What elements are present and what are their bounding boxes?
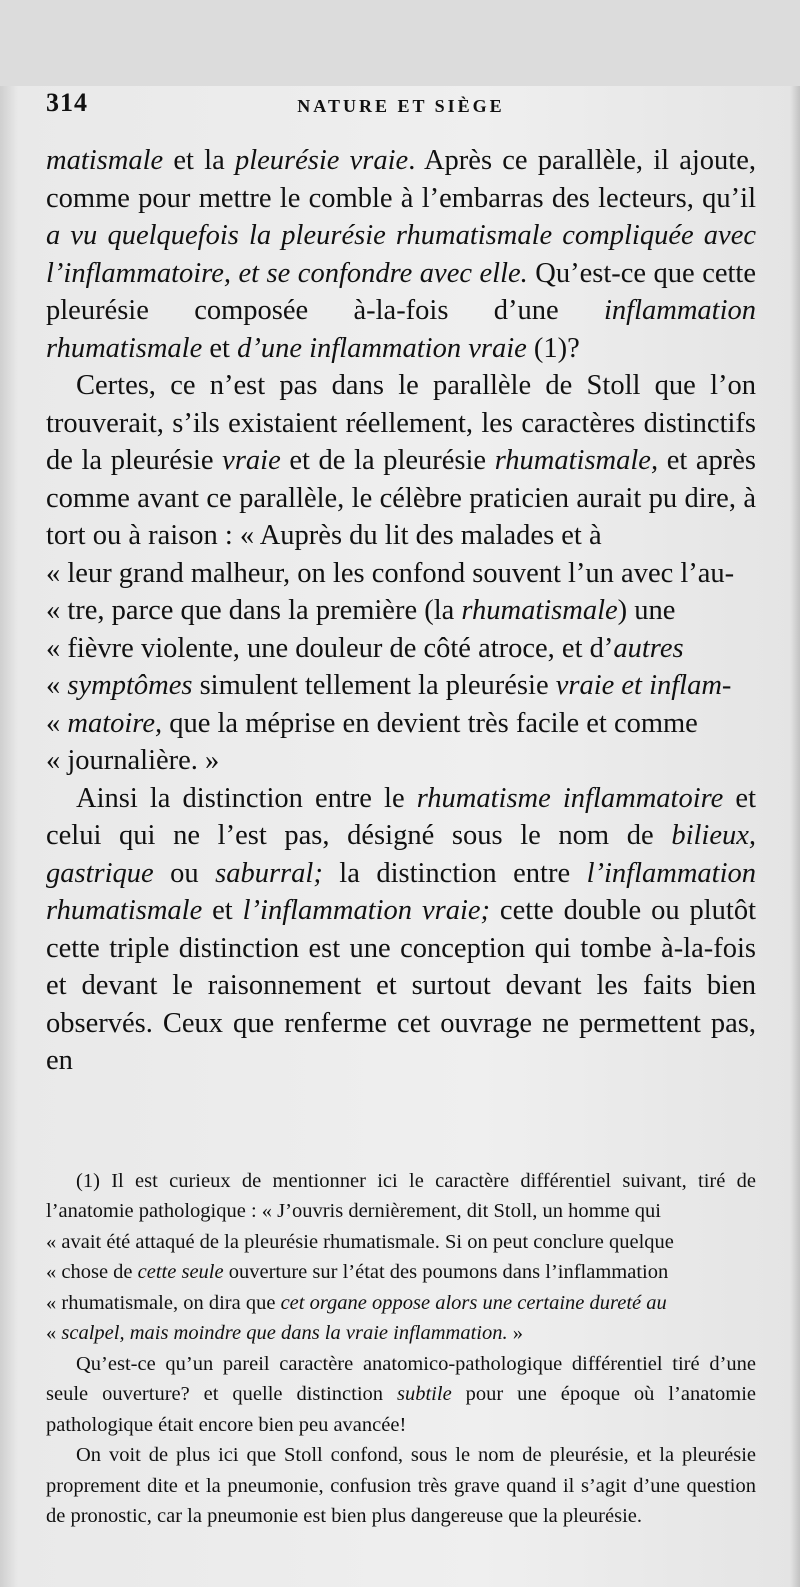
italic-text: rhumatisme inflammatoire	[416, 782, 724, 814]
text-run: Ainsi la distinction entre le	[76, 782, 417, 814]
quote-mark: «	[46, 670, 68, 701]
quote-line: « leur grand malheur, on les confond souvent l’un avec l’au-	[46, 557, 735, 589]
text-run: et de la pleurésie	[280, 445, 495, 476]
italic-text: cet organe oppose alors une certaine dureté au	[280, 1291, 667, 1314]
text-run: et	[202, 895, 243, 926]
text-run: . Après ce parallèle, il ajoute, comme pour mettre le comble à l’embarras des lecteurs, qu’il	[46, 145, 757, 214]
italic-text: cette seule	[137, 1261, 224, 1283]
italic-text: autres	[613, 632, 684, 664]
italic-text: scalpel, mais moindre que dans la vraie inflammation.	[61, 1322, 508, 1344]
text-run: On voit de plus ici que Stoll confond, sous le nom de pleurésie, et la pleurésie proprement dite et la pneumonie, confusion très grave quand il s’agit d’une question de pronostic, car la pneumonie est bien plus dangereuse que la pleurésie.	[46, 1444, 756, 1527]
quote-line: « rhumatismale, on dira que	[46, 1291, 281, 1314]
quote-line: « fièvre violente, une douleur de côté atroce, et d’	[46, 632, 614, 664]
footnote-3	[46, 1440, 756, 1532]
text-run: et celui qui ne l’est pas, désigné sous le nom de	[46, 782, 756, 851]
paragraph-2	[46, 367, 756, 780]
italic-text: rhumatismale,	[494, 445, 659, 476]
quote-line: « avait été attaqué de la pleurésie rhumatismale. Si on peut conclure quelque	[46, 1230, 674, 1253]
paragraph-3	[46, 780, 756, 1080]
italic-text: symptômes	[67, 670, 193, 701]
quote-line: « journalière. »	[46, 745, 220, 776]
italic-text: a vu quelquefois la pleurésie rhumatismale compliquée avec l’inflammatoire, et se confondre avec elle.	[46, 220, 756, 289]
text-run: Qu’est-ce que cette pleurésie composée à-la-fois d’une	[46, 257, 756, 326]
italic-text: l’inflammation rhumatismale	[46, 857, 756, 926]
italic-text: matoire,	[67, 707, 163, 739]
italic-text: vraie et inflam-	[555, 670, 732, 701]
text-run: »	[507, 1322, 523, 1344]
main-text	[46, 142, 756, 1080]
running-title: NATURE ET SIÈGE	[297, 95, 505, 116]
footnote-1	[46, 1166, 756, 1349]
italic-text: rhumatismale	[461, 595, 618, 626]
text-run: Certes, ce n’est pas dans le parallèle de Stoll que l’on trouverait, s’ils existaient réellement, les caractères distinctifs de la pleurésie	[46, 370, 756, 476]
quote-mark: «	[46, 1322, 62, 1344]
quote-line: « tre, parce que dans la première (la	[46, 595, 462, 626]
quote-mark: «	[46, 707, 68, 739]
italic-text: inflammation rhumatismale	[46, 295, 756, 364]
text-run: ) une	[617, 595, 676, 626]
footnote-2	[46, 1349, 756, 1441]
text-run: simulent tellement la pleurésie	[192, 670, 556, 701]
footnotes	[46, 1166, 756, 1532]
italic-text: bilieux, gastrique	[46, 820, 756, 889]
italic-text: subtile	[397, 1383, 452, 1405]
text-run: et	[202, 332, 238, 364]
text-run: que la méprise en devient très facile et comme	[162, 707, 698, 739]
text-run: (1) Il est curieux de mentionner ici le caractère différentiel suivant, tiré de l’anatomie pathologique : « J’ouvris dernièrement, dit Stoll, un homme qui	[46, 1169, 756, 1222]
text-run: la distinction entre	[322, 857, 587, 889]
text-run: et la	[163, 145, 235, 176]
footnote-separator	[46, 1080, 756, 1166]
italic-text: matismale	[46, 145, 164, 176]
text-run: cette double ou plutôt cette triple distinction est une conception qui tombe à-la-fois et devant le raisonnement et surtout devant les faits bien observés. Ceux que renferme cet ouvrage ne permettent pas, en	[46, 895, 756, 1076]
italic-text: saburral;	[215, 857, 323, 889]
italic-text: l’inflammation vraie;	[242, 895, 491, 926]
page-number: 314	[46, 88, 88, 117]
page-edge-shadow	[790, 86, 800, 1587]
text-run: Qu’est-ce qu’un pareil caractère anatomico-pathologique différentiel tiré d’une seule ouverture? et quelle distinction	[46, 1352, 756, 1405]
text-run: ou	[153, 857, 216, 889]
text-run: (1)?	[526, 332, 580, 364]
book-page	[0, 86, 800, 1587]
text-run: ouverture sur l’état des poumons dans l’inflammation	[223, 1261, 669, 1283]
running-head	[46, 86, 756, 126]
italic-text: d’une inflammation vraie	[237, 332, 527, 364]
text-run: pour une époque où l’anatomie pathologique était encore bien peu avancée!	[46, 1383, 756, 1436]
italic-text: vraie	[222, 445, 281, 476]
quote-line: « chose de	[46, 1261, 138, 1283]
paragraph-1	[46, 142, 756, 367]
italic-text: pleurésie vraie	[234, 145, 409, 176]
text-run: et après comme avant ce parallèle, le célèbre praticien aurait pu dire, à tort ou à raison : « Auprès du lit des malades et à	[46, 445, 756, 551]
